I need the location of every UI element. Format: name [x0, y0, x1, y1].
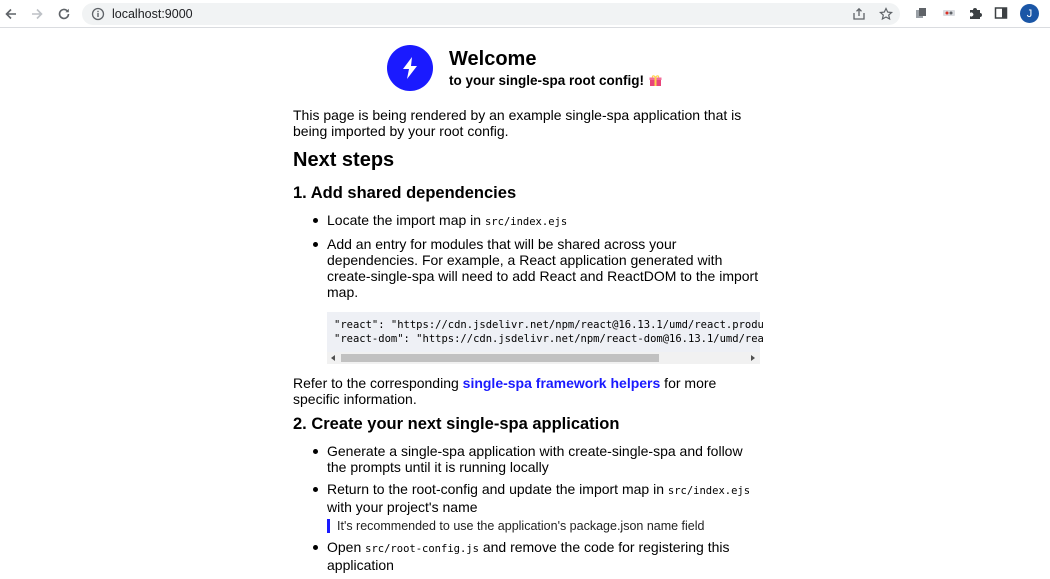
- page-title: Welcome: [449, 48, 537, 70]
- intro-text: This page is being rendered by an example single-spa application that is being imported by your root config.: [293, 107, 742, 139]
- framework-helpers-link[interactable]: single-spa framework helpers: [462, 375, 661, 391]
- page-subtitle: to your single-spa root config!: [449, 73, 662, 88]
- back-arrow-icon[interactable]: [1, 4, 21, 24]
- extension-2-icon[interactable]: [941, 5, 957, 21]
- step1-heading: 1. Add shared dependencies: [293, 184, 517, 202]
- scrollbar-thumb[interactable]: [341, 354, 659, 362]
- list-item: Return to the root-config and update the import map in src/index.ejs with your project's name It's recommended to use the application's package.json name field: [311, 481, 760, 533]
- import-map-code-block[interactable]: [327, 312, 764, 364]
- forward-arrow-icon[interactable]: [27, 4, 47, 24]
- step2-heading: 2. Create your next single-spa application: [293, 415, 620, 433]
- recommendation-note: It's recommended to use the application's package.json name field: [327, 519, 760, 533]
- step2-list: [293, 443, 760, 573]
- list-item: Open src/root-config.js and remove the code for registering this application: [311, 539, 760, 573]
- page-content: [293, 44, 764, 579]
- inline-code: src/root-config.js: [365, 543, 479, 555]
- extension-1-icon[interactable]: [913, 5, 929, 21]
- puzzle-icon[interactable]: [967, 5, 983, 21]
- list-item: Generate a single-spa application with create-single-spa and follow the prompts until it is running locally: [311, 443, 760, 475]
- single-spa-logo-icon: [387, 45, 433, 91]
- scroll-right-icon[interactable]: [749, 354, 757, 362]
- reload-icon[interactable]: [54, 4, 74, 24]
- list-item: Add an entry for modules that will be shared across your dependencies. For example, a React application generated with create-single-spa will need to add React and ReactDOM to the import map.: [311, 236, 760, 300]
- share-icon[interactable]: [852, 7, 866, 21]
- step1-list: [293, 212, 760, 300]
- code-line: "react-dom": "https://cdn.jsdelivr.net/npm/react-dom@16.13.1/umd/rea: [334, 333, 764, 345]
- inline-code: src/index.ejs: [484, 216, 568, 228]
- code-line: "react": "https://cdn.jsdelivr.net/npm/react@16.13.1/umd/react.produ: [334, 319, 764, 331]
- profile-avatar[interactable]: J: [1020, 4, 1039, 23]
- bookmark-star-icon[interactable]: [879, 7, 893, 21]
- inline-code: src/index.ejs: [667, 485, 751, 497]
- list-item: Locate the import map in src/index.ejs: [311, 212, 760, 230]
- side-panel-icon[interactable]: [993, 5, 1009, 21]
- address-bar[interactable]: [82, 3, 900, 25]
- browser-toolbar: [0, 0, 1050, 28]
- hero: [387, 44, 760, 92]
- scroll-left-icon[interactable]: [329, 354, 337, 362]
- site-info-icon[interactable]: [91, 7, 105, 21]
- gift-icon: [649, 74, 662, 87]
- next-steps-heading: Next steps: [293, 149, 395, 171]
- url-text[interactable]: localhost:9000: [112, 7, 193, 21]
- refer-text: Refer to the corresponding single-spa framework helpers for more specific information.: [293, 375, 717, 407]
- horizontal-scrollbar[interactable]: [327, 352, 760, 364]
